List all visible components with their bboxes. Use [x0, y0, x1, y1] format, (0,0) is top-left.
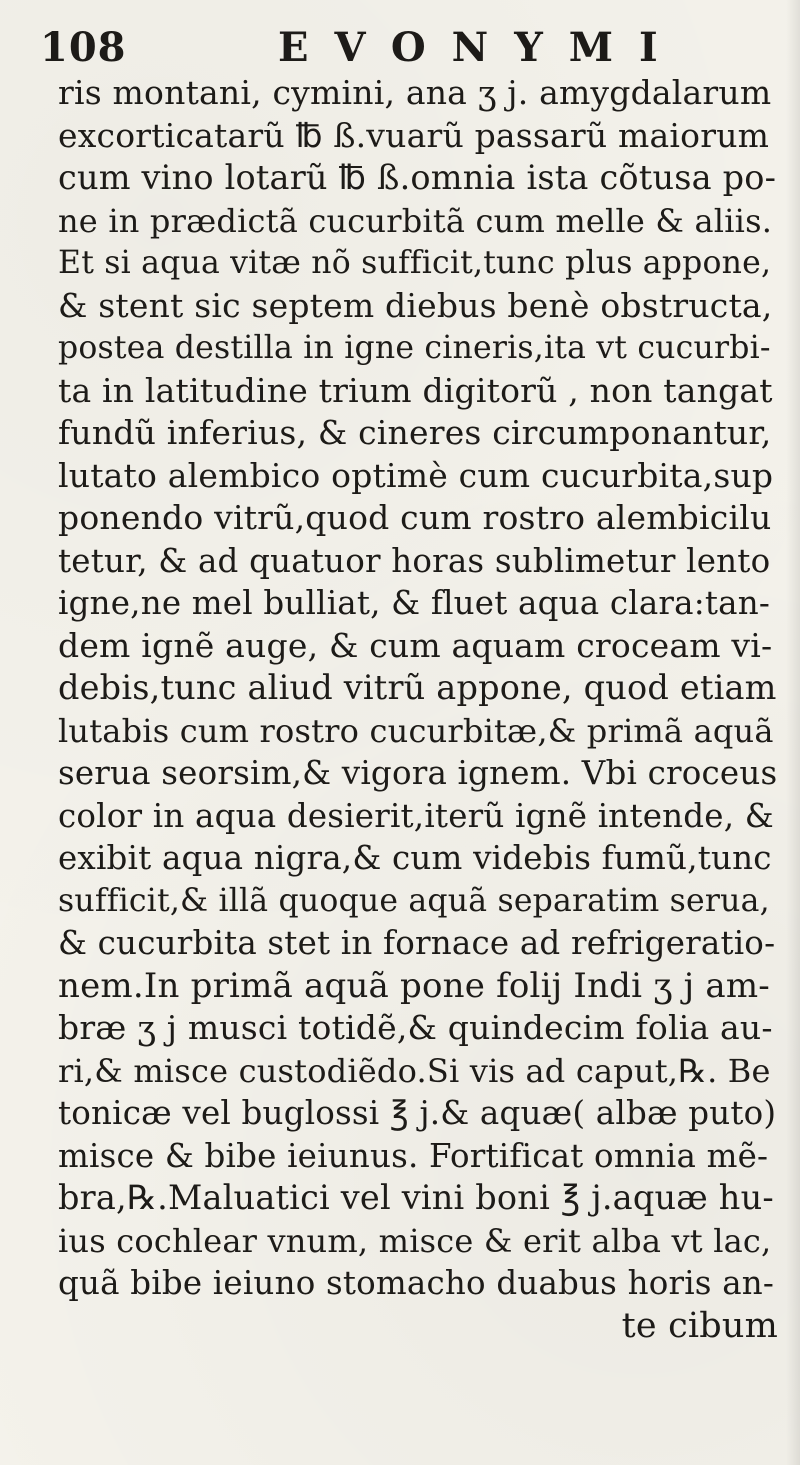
text-line: Et si aqua vitæ nõ sufficit,tunc plus appone, [58, 245, 772, 281]
page-edge-shadow [786, 0, 800, 1465]
text-line: & stent sic septem diebus benè obstructa, [58, 285, 773, 325]
text-line: ri,& misce custodiẽdo.Si vis ad caput,℞. Be [58, 1051, 771, 1090]
text-line: bræ ʒ j musci totidẽ,& quindecim folia au- [58, 1008, 773, 1047]
text-line: exibit aqua nigra,& cum videbis fumũ,tunc [58, 839, 772, 877]
text-line: ponendo vitrũ,quod cum rostro alembicilu [58, 498, 772, 537]
text-line: igne,ne mel bulliat, & fluet aqua clara:tan- [58, 584, 771, 622]
text-line: bra,℞.Maluatici vel vini boni ℥ j.aquæ hu- [58, 1178, 774, 1217]
text-line: dem ignẽ auge, & cum aquam croceam vi- [58, 625, 773, 665]
text-line: ta in latitudine trium digitorũ , non tangat [58, 370, 773, 410]
text-line: fundũ inferius, & cineres circumponantur, [58, 413, 772, 452]
text-line: color in aqua desierit,iterũ ignẽ intende, & [58, 796, 774, 835]
text-line: lutato alembico optimè cum cucurbita,sup [58, 455, 774, 495]
text-line: serua seorsim,& vigora ignem. Vbi croceus [58, 754, 778, 792]
running-title: EVONYMI [278, 24, 684, 71]
body-text [58, 72, 778, 1347]
text-line: sufficit,& illã quoque aquã separatim serua, [58, 882, 770, 919]
text-line: tonicæ vel buglossi ℥ j.& aquæ( albæ puto) [58, 1094, 777, 1132]
text-line: ius cochlear vnum, misce & erit alba vt lac, [58, 1221, 772, 1260]
text-line-final: te cibum [621, 1305, 778, 1346]
text-line: debis,tunc aliud vitrũ appone, quod etiam [58, 668, 777, 707]
text-line: lutabis cum rostro cucurbitæ,& primã aquã [58, 711, 774, 750]
text-line: tetur, & ad quatuor horas sublimetur lento [58, 541, 771, 580]
text-line: & cucurbita stet in fornace ad refrigeratio- [58, 924, 776, 962]
text-line: misce & bibe ieiunus. Fortificat omnia mẽ- [58, 1136, 769, 1175]
text-line: ne in prædictã cucurbitã cum melle & aliis. [58, 201, 773, 240]
page-header [40, 22, 760, 74]
text-line: postea destilla in igne cineris,ita vt cucurbi- [58, 330, 771, 366]
text-line: nem.In primã aquã pone folij Indi ʒ j am- [58, 965, 770, 1006]
text-line: excorticatarũ ℔ ß.vuarũ passarũ maiorum [58, 115, 770, 155]
text-line: ris montani, cymini, ana ʒ j. amygdalarum [58, 73, 772, 112]
page-number: 108 [40, 24, 127, 71]
text-line: quã bibe ieiuno stomacho duabus horis an- [58, 1264, 775, 1302]
text-line: cum vino lotarũ ℔ ß.omnia ista cõtusa po- [58, 158, 777, 197]
